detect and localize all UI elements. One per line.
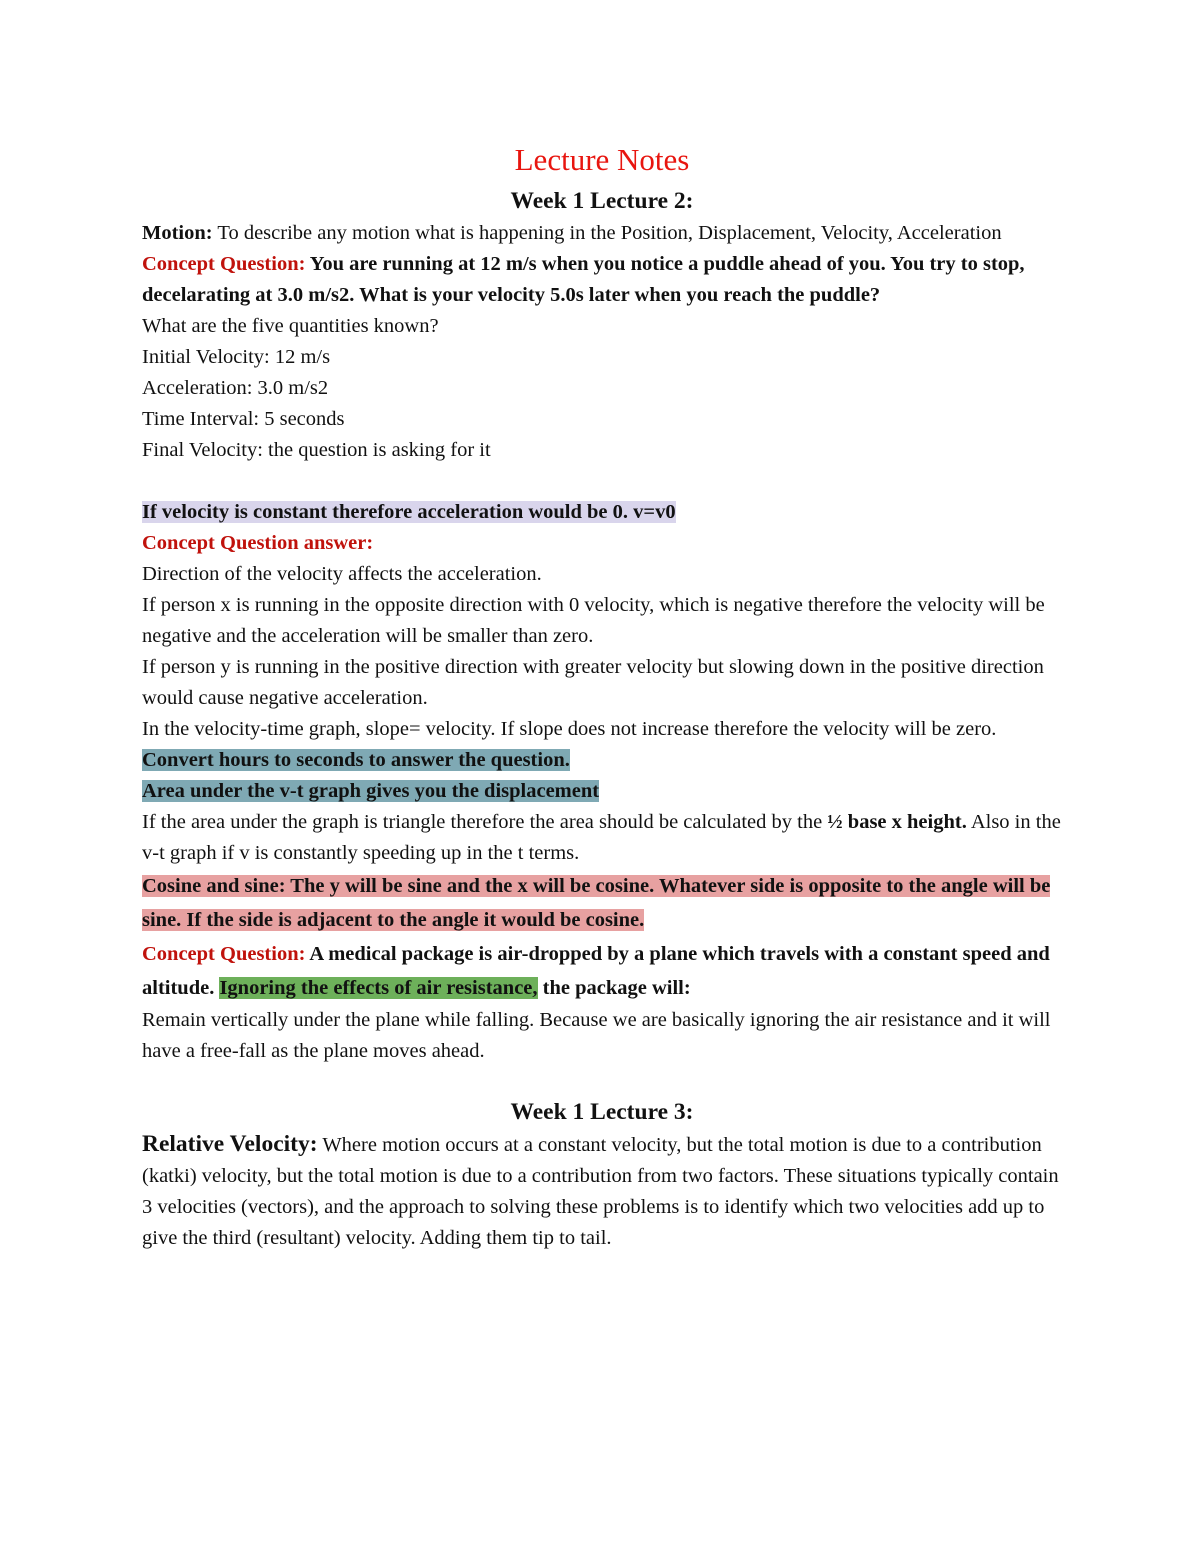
area-note (142, 776, 1062, 807)
constant-velocity-note (142, 497, 1062, 528)
section-heading-week1-lecture2: Week 1 Lecture 2: (510, 188, 694, 214)
motion-paragraph (142, 218, 1062, 249)
section-spacer (142, 1067, 1062, 1097)
constant-velocity-highlight: If velocity is constant therefore acceleration would be 0. v=v0 (142, 501, 676, 523)
document-page (142, 138, 1062, 1254)
blank-line (142, 466, 1062, 497)
convert-note-highlight: Convert hours to seconds to answer the question. (142, 749, 570, 771)
section-heading-week1-lecture3: Week 1 Lecture 3: (510, 1099, 694, 1125)
triangle-text-after: Also in the v-t graph if v is constantly speeding up in the t terms. (142, 811, 1061, 864)
answer-line: If person x is running in the opposite direction with 0 velocity, which is negative therefore the velocity will be negative and the acceleration will be smaller than zero. (142, 594, 1045, 647)
area-note-highlight: Area under the v-t graph gives you the displacement (142, 780, 600, 802)
concept-question-1-label: Concept Question: (142, 253, 306, 275)
triangle-formula: ½ base x height. (827, 811, 967, 833)
trig-paragraph (142, 869, 1062, 937)
trig-text: The y will be sine and the x will be cosine. Whatever side is opposite to the angle will be sine. If the side is adjacent to the angle it would be cosine. (142, 875, 1051, 931)
concept-answer-label: Concept Question answer: (142, 532, 374, 554)
concept-question-1 (142, 249, 1062, 311)
concept-question-2-label: Concept Question: (142, 943, 306, 965)
convert-note (142, 745, 1062, 776)
concept-question-2-text-before: A medical package is air-dropped by a plane which travels with a constant speed and altitude. (142, 943, 1050, 999)
document-title: Lecture Notes (514, 142, 690, 177)
motion-label: Motion: (142, 222, 213, 244)
triangle-text-before: If the area under the graph is triangle therefore the area should be calculated by the (142, 811, 828, 833)
known-time-interval: Time Interval: 5 seconds (142, 408, 345, 430)
trig-highlight (142, 875, 1050, 931)
relative-velocity-label: Relative Velocity: (142, 1131, 318, 1157)
relative-velocity-text: Where motion occurs at a constant velocity, but the total motion is due to a contribution (katki) velocity, but the total motion is due to a contribution from two factors. These situations typically contain 3 velocities (vectors), and the approach to solving these problems is to identify which two velocities add up to give the third (resultant) velocity. Adding them tip to tail. (142, 1134, 1059, 1249)
motion-text: To describe any motion what is happening in the Position, Displacement, Velocity, Acceleration (212, 222, 1002, 244)
answer-line: If person y is running in the positive direction with greater velocity but slowing down in the positive direction would cause negative acceleration. (142, 656, 1044, 709)
known-initial-velocity: Initial Velocity: 12 m/s (142, 346, 331, 368)
concept-answer-heading (142, 528, 1062, 559)
known-acceleration: Acceleration: 3.0 m/s2 (142, 377, 329, 399)
trig-label: Cosine and sine: (142, 875, 286, 897)
triangle-area-paragraph (142, 807, 1062, 869)
concept-question-2-answer: Remain vertically under the plane while falling. Because we are basically ignoring the air resistance and it will have a free-fall as the plane moves ahead. (142, 1009, 1051, 1062)
known-final-velocity: Final Velocity: the question is asking for it (142, 439, 491, 461)
known-quantities-prompt: What are the five quantities known? (142, 315, 439, 337)
concept-question-2-text-after: the package will: (537, 977, 691, 999)
concept-question-1-text: You are running at 12 m/s when you notice a puddle ahead of you. You try to stop, decelarating at 3.0 m/s2. What is your velocity 5.0s later when you reach the puddle? (142, 253, 1025, 306)
answer-line: Direction of the velocity affects the acceleration. (142, 563, 542, 585)
concept-question-2-highlight: Ignoring the effects of air resistance, (219, 977, 538, 999)
concept-question-2 (142, 937, 1062, 1005)
answer-line: In the velocity-time graph, slope= velocity. If slope does not increase therefore the velocity will be zero. (142, 718, 997, 740)
relative-velocity-paragraph (142, 1129, 1062, 1254)
